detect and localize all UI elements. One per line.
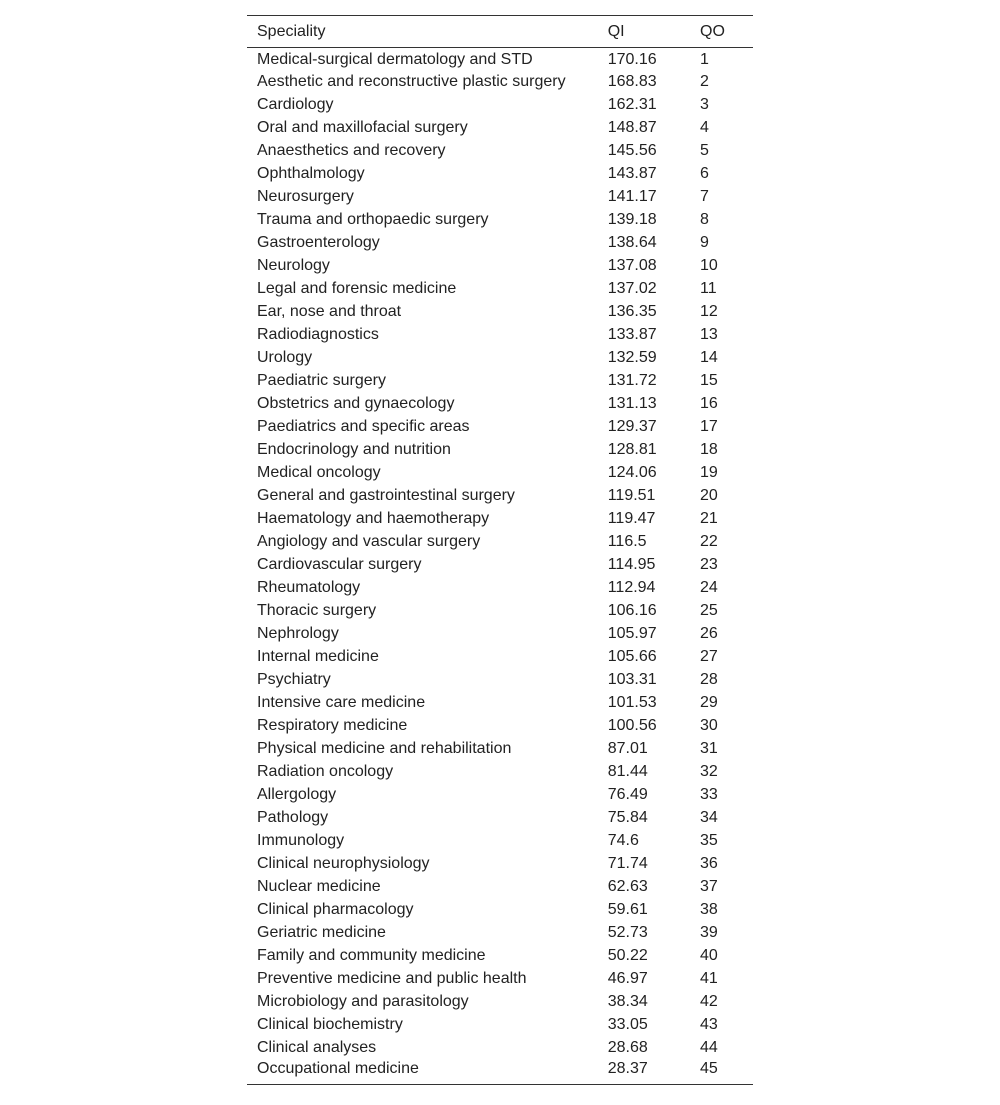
qi-cell: 76.49 [607, 786, 648, 803]
qi-cell: 59.61 [607, 901, 648, 918]
qi-cell: 52.73 [607, 924, 648, 941]
qi-cell: 62.63 [607, 878, 648, 895]
table-body [247, 48, 753, 1085]
speciality-cell: Neurosurgery [257, 188, 354, 205]
header-qi: QI [607, 22, 625, 40]
qi-cell: 116.5 [607, 533, 647, 550]
speciality-cell: Aesthetic and reconstructive plastic surgery [257, 73, 566, 90]
speciality-cell: Cardiovascular surgery [257, 556, 422, 573]
qi-cell: 81.44 [607, 763, 648, 780]
table-row [247, 577, 753, 600]
qi-cell: 168.83 [607, 73, 657, 90]
qi-cell: 138.64 [607, 234, 657, 251]
speciality-cell: Physical medicine and rehabilitation [257, 740, 512, 757]
qi-cell: 137.08 [607, 257, 657, 274]
qi-cell: 74.6 [607, 832, 639, 849]
qi-cell: 131.13 [607, 395, 657, 412]
qo-cell: 4 [700, 119, 709, 136]
speciality-cell: Anaesthetics and recovery [257, 142, 446, 159]
qo-cell: 44 [700, 1039, 718, 1056]
qo-cell: 33 [700, 786, 718, 803]
qo-cell: 11 [700, 280, 717, 297]
qi-cell: 46.97 [607, 970, 648, 987]
qo-cell: 16 [700, 395, 718, 412]
table-row [247, 715, 753, 738]
qi-cell: 141.17 [607, 188, 657, 205]
table-row [247, 71, 753, 94]
table-row [247, 531, 753, 554]
qo-cell: 31 [700, 740, 718, 757]
table-row [247, 876, 753, 899]
speciality-cell: Nephrology [257, 625, 339, 642]
speciality-cell: Respiratory medicine [257, 717, 408, 734]
table-header [247, 16, 753, 48]
speciality-cell: Clinical pharmacology [257, 901, 414, 918]
table-row [247, 669, 753, 692]
table-row [247, 968, 753, 991]
speciality-cell: Preventive medicine and public health [257, 970, 527, 987]
header-speciality: Speciality [257, 22, 326, 40]
qo-cell: 45 [700, 1059, 718, 1077]
speciality-cell: Allergology [257, 786, 337, 803]
speciality-cell: Trauma and orthopaedic surgery [257, 211, 489, 228]
table-row [247, 761, 753, 784]
speciality-table-container [247, 15, 753, 1085]
table-row [247, 899, 753, 922]
qi-cell: 131.72 [607, 372, 657, 389]
qi-cell: 71.74 [607, 855, 648, 872]
speciality-cell: Thoracic surgery [257, 602, 377, 619]
speciality-cell: Occupational medicine [257, 1059, 419, 1077]
qi-cell: 129.37 [607, 418, 657, 435]
speciality-cell: Internal medicine [257, 648, 379, 665]
table-row [247, 991, 753, 1014]
qi-cell: 137.02 [607, 280, 657, 297]
speciality-cell: Family and community medicine [257, 947, 486, 964]
speciality-cell: Medical oncology [257, 464, 381, 481]
table-row [247, 807, 753, 830]
qo-cell: 12 [700, 303, 718, 320]
speciality-cell: Angiology and vascular surgery [257, 533, 481, 550]
qo-cell: 35 [700, 832, 718, 849]
qo-cell: 39 [700, 924, 718, 941]
speciality-cell: Clinical biochemistry [257, 1016, 403, 1033]
table-row [247, 1060, 753, 1085]
qi-cell: 28.68 [607, 1039, 648, 1056]
table-row [247, 646, 753, 669]
qo-cell: 5 [700, 142, 709, 159]
speciality-cell: Microbiology and parasitology [257, 993, 469, 1010]
speciality-cell: Neurology [257, 257, 330, 274]
qi-cell: 132.59 [607, 349, 657, 366]
table-row [247, 393, 753, 416]
table-row [247, 324, 753, 347]
qo-cell: 10 [700, 257, 718, 274]
qo-cell: 30 [700, 717, 718, 734]
speciality-cell: Legal and forensic medicine [257, 280, 457, 297]
table-row [247, 439, 753, 462]
table-row [247, 600, 753, 623]
qi-cell: 106.16 [607, 602, 657, 619]
qo-cell: 22 [700, 533, 718, 550]
table-row [247, 370, 753, 393]
speciality-cell: Obstetrics and gynaecology [257, 395, 455, 412]
qo-cell: 14 [700, 349, 718, 366]
qi-cell: 75.84 [607, 809, 648, 826]
qo-cell: 37 [700, 878, 718, 895]
table-header-row [247, 16, 753, 48]
speciality-cell: Radiodiagnostics [257, 326, 379, 343]
qi-cell: 119.51 [607, 487, 656, 504]
qo-cell: 40 [700, 947, 718, 964]
table-row [247, 738, 753, 761]
table-row [247, 692, 753, 715]
speciality-cell: Clinical analyses [257, 1039, 377, 1056]
table-row [247, 209, 753, 232]
qo-cell: 20 [700, 487, 718, 504]
qi-cell: 105.66 [607, 648, 657, 665]
table-row [247, 508, 753, 531]
qo-cell: 17 [700, 418, 718, 435]
qo-cell: 6 [700, 165, 709, 182]
speciality-cell: Pathology [257, 809, 329, 826]
speciality-cell: Nuclear medicine [257, 878, 381, 895]
qo-cell: 21 [700, 510, 718, 527]
qi-cell: 105.97 [607, 625, 657, 642]
qi-cell: 50.22 [607, 947, 648, 964]
table-row [247, 784, 753, 807]
qi-cell: 100.56 [607, 717, 657, 734]
speciality-cell: Paediatric surgery [257, 372, 386, 389]
qo-cell: 38 [700, 901, 718, 918]
speciality-cell: Psychiatry [257, 671, 331, 688]
table-row [247, 186, 753, 209]
speciality-cell: Haematology and haemotherapy [257, 510, 490, 527]
qi-cell: 119.47 [607, 510, 656, 527]
qi-cell: 103.31 [607, 671, 657, 688]
speciality-cell: Geriatric medicine [257, 924, 386, 941]
qi-cell: 170.16 [607, 51, 657, 69]
qo-cell: 27 [700, 648, 718, 665]
qi-cell: 136.35 [607, 303, 657, 320]
speciality-cell: Ear, nose and throat [257, 303, 402, 320]
speciality-cell: Oral and maxillofacial surgery [257, 119, 468, 136]
speciality-cell: Urology [257, 349, 313, 366]
qi-cell: 128.81 [607, 441, 657, 458]
table-row [247, 922, 753, 945]
qo-cell: 43 [700, 1016, 718, 1033]
table-row [247, 416, 753, 439]
qo-cell: 24 [700, 579, 718, 596]
table-row [247, 48, 753, 71]
qi-cell: 33.05 [607, 1016, 648, 1033]
table-row [247, 554, 753, 577]
qo-cell: 34 [700, 809, 718, 826]
qo-cell: 29 [700, 694, 718, 711]
table-row [247, 232, 753, 255]
qo-cell: 18 [700, 441, 718, 458]
qo-cell: 36 [700, 855, 718, 872]
qi-cell: 133.87 [607, 326, 657, 343]
table-row [247, 830, 753, 853]
table-row [247, 853, 753, 876]
speciality-cell: Immunology [257, 832, 345, 849]
table-row [247, 117, 753, 140]
qi-cell: 148.87 [607, 119, 657, 136]
table-row [247, 1037, 753, 1060]
table-row [247, 347, 753, 370]
qo-cell: 9 [700, 234, 709, 251]
table-row [247, 462, 753, 485]
speciality-cell: Endocrinology and nutrition [257, 441, 451, 458]
qi-cell: 143.87 [607, 165, 657, 182]
speciality-cell: Paediatrics and specific areas [257, 418, 470, 435]
qo-cell: 2 [700, 73, 709, 90]
qo-cell: 28 [700, 671, 718, 688]
table-row [247, 94, 753, 117]
speciality-cell: Ophthalmology [257, 165, 365, 182]
qi-cell: 139.18 [607, 211, 657, 228]
qi-cell: 145.56 [607, 142, 657, 159]
table-row [247, 140, 753, 163]
table-row [247, 1014, 753, 1037]
speciality-table [247, 15, 753, 1085]
speciality-cell: Rheumatology [257, 579, 361, 596]
qo-cell: 1 [700, 51, 709, 69]
qo-cell: 3 [700, 96, 709, 113]
qi-cell: 38.34 [607, 993, 648, 1010]
qo-cell: 19 [700, 464, 718, 481]
qo-cell: 25 [700, 602, 718, 619]
table-row [247, 485, 753, 508]
qo-cell: 7 [700, 188, 709, 205]
table-row [247, 301, 753, 324]
qi-cell: 114.95 [607, 556, 656, 573]
qo-cell: 41 [700, 970, 718, 987]
qo-cell: 32 [700, 763, 718, 780]
qi-cell: 162.31 [607, 96, 657, 113]
speciality-cell: Radiation oncology [257, 763, 394, 780]
qo-cell: 15 [700, 372, 718, 389]
table-row [247, 278, 753, 301]
header-qo: QO [700, 22, 725, 40]
qo-cell: 26 [700, 625, 718, 642]
qo-cell: 23 [700, 556, 718, 573]
speciality-cell: Cardiology [257, 96, 334, 113]
table-row [247, 945, 753, 968]
qi-cell: 124.06 [607, 464, 657, 481]
qi-cell: 87.01 [607, 740, 648, 757]
qo-cell: 8 [700, 211, 709, 228]
speciality-cell: Intensive care medicine [257, 694, 426, 711]
table-row [247, 163, 753, 186]
speciality-cell: Medical-surgical dermatology and STD [257, 51, 533, 69]
qi-cell: 112.94 [607, 579, 656, 596]
speciality-cell: Gastroenterology [257, 234, 380, 251]
qo-cell: 42 [700, 993, 718, 1010]
table-row [247, 623, 753, 646]
qi-cell: 101.53 [607, 694, 657, 711]
speciality-cell: General and gastrointestinal surgery [257, 487, 515, 504]
table-row [247, 255, 753, 278]
speciality-cell: Clinical neurophysiology [257, 855, 430, 872]
qo-cell: 13 [700, 326, 718, 343]
qi-cell: 28.37 [607, 1059, 648, 1077]
